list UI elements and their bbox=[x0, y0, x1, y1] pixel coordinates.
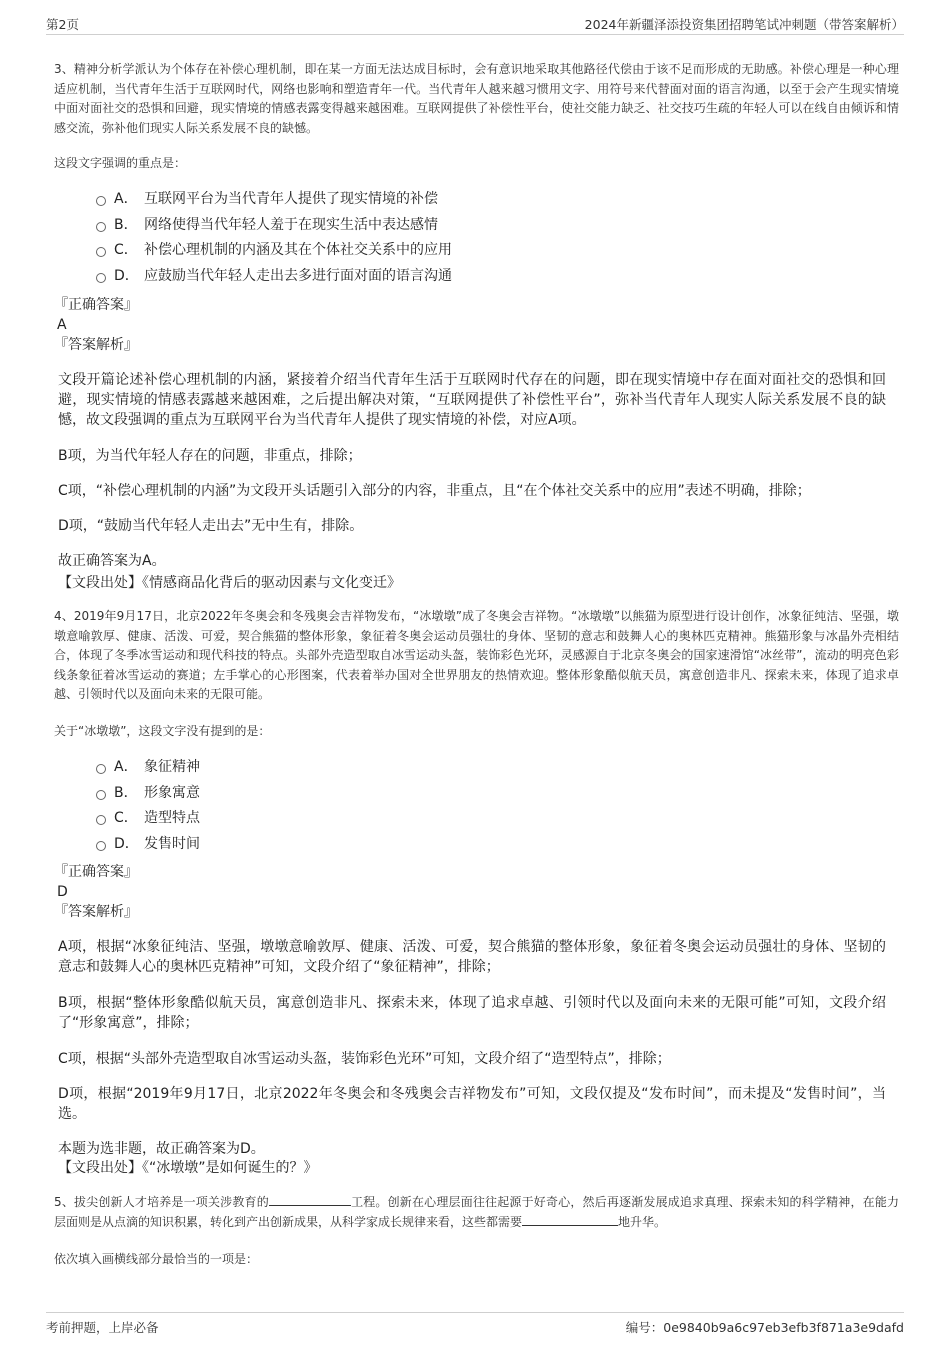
analysis-paragraph: C项，根据“头部外壳造型取自冰雪运动头盔，装饰彩色光环”可知，文段介绍了“造型特点”，排除； bbox=[58, 1051, 671, 1067]
document-code bbox=[626, 1318, 904, 1336]
page-header bbox=[46, 12, 904, 35]
option-letter: C． bbox=[114, 242, 138, 258]
passage-part: 5、拔尖创新人才培养是一项关涉教育的 bbox=[54, 1195, 269, 1209]
question-4-option-b[interactable] bbox=[96, 781, 200, 807]
correct-answer-label: 『正确答案』 bbox=[54, 864, 138, 880]
question-4-option-a[interactable] bbox=[96, 755, 200, 781]
page-footer bbox=[46, 1312, 904, 1335]
option-text: 网络使得当代年轻人羞于在现实生活中表达感情 bbox=[144, 216, 438, 233]
option-text: 象征精神 bbox=[144, 759, 200, 775]
option-text: 互联网平台为当代青年人提供了现实情境的补偿 bbox=[144, 191, 438, 207]
analysis-paragraph: C项，“补偿心理机制的内涵”为文段开头话题引入部分的内容，非重点，且“在个体社交关系中的应用”表述不明确，排除； bbox=[58, 483, 811, 499]
radio-icon[interactable] bbox=[96, 790, 106, 800]
question-4-option-d[interactable] bbox=[96, 832, 200, 858]
option-text: 造型特点 bbox=[144, 810, 200, 826]
analysis-paragraph: D项，“鼓励当代年轻人走出去”无中生有，排除。 bbox=[58, 518, 364, 534]
question-3-passage-block bbox=[54, 60, 899, 138]
option-text: 应鼓励当代年轻人走出去多进行面对面的语言沟通 bbox=[144, 267, 452, 284]
passage-part: 地升华。 bbox=[618, 1214, 667, 1229]
analysis-label: 『答案解析』 bbox=[54, 337, 138, 353]
question-4-prompt: 关于“冰墩墩”，这段文字没有提到的是： bbox=[54, 724, 271, 738]
correct-answer: A bbox=[57, 317, 67, 333]
question-4-options bbox=[96, 755, 200, 857]
radio-icon[interactable] bbox=[96, 273, 106, 283]
analysis-paragraph: 本题为选非题，故正确答案为D。 bbox=[58, 1141, 265, 1157]
analysis-paragraph: D项，根据“2019年9月17日，北京2022年冬奥会和冬残奥会吉祥物发布”可知，文段仅提及“发布时间”，而未提及“发售时间”，当选。 bbox=[58, 1086, 886, 1122]
analysis-paragraph: 故正确答案为A。 bbox=[58, 553, 166, 569]
option-letter: B． bbox=[114, 784, 138, 801]
question-4-answer-block bbox=[54, 862, 899, 922]
question-3-option-c[interactable] bbox=[96, 238, 452, 264]
document-title: 2024年新疆泽添投资集团招聘笔试冲刺题（带答案解析） bbox=[584, 17, 904, 32]
question-3-options bbox=[96, 187, 452, 289]
question-3-answer-block bbox=[54, 295, 899, 355]
question-4-passage-block bbox=[54, 607, 899, 705]
analysis-paragraph: A项，根据“冰象征纯洁、坚强，墩墩意喻敦厚、健康、活泼、可爱，契合熊猫的整体形象，象征着冬奥会运动员强壮的身体、坚韧的意志和鼓舞人心的奥林匹克精神”可知，文段介绍了“象征精神”，排除； bbox=[58, 939, 886, 975]
code-label: 编号： bbox=[625, 1320, 664, 1335]
fill-blank-2 bbox=[522, 1213, 618, 1226]
question-3-option-d[interactable] bbox=[96, 264, 452, 290]
correct-answer-label: 『正确答案』 bbox=[54, 297, 138, 313]
fill-blank-1 bbox=[269, 1193, 351, 1206]
radio-icon[interactable] bbox=[96, 247, 106, 257]
option-letter: D． bbox=[114, 835, 139, 852]
question-3-analysis bbox=[58, 370, 886, 571]
question-5-passage bbox=[54, 1193, 899, 1232]
passage-part: 工程。创新在心理层面往往起源于好奇心，然后再逐渐发展成追求真理、探索未知的科学精神，在能力层面则是从点滴的知识积累，转化到产出创新成果，从科学家成长规律来看，这些都需要 bbox=[54, 1195, 899, 1229]
analysis-label: 『答案解析』 bbox=[54, 904, 138, 920]
option-letter: A． bbox=[114, 759, 138, 775]
radio-icon[interactable] bbox=[96, 222, 106, 232]
question-4-source: 【文段出处】《“冰墩墩”是如何诞生的？》 bbox=[58, 1160, 318, 1176]
correct-answer: D bbox=[57, 884, 68, 900]
code-value: 0e9840b9a6c97eb3efb3f871a3e9dafd bbox=[663, 1320, 904, 1335]
analysis-paragraph: 文段开篇论述补偿心理机制的内涵，紧接着介绍当代青年生活于互联网时代存在的问题，即在现实情境中存在面对面社交的恐惧和回避，现实情境的情感表露越来越困难，之后提出解决对策，“互联网提供了补偿性平台”，弥补当代青年人现实人际关系发展不良的缺憾，故文段强调的重点为互联网平台为当代青年人提供了现实情境的补偿，对应A项。 bbox=[58, 372, 886, 428]
question-3-source-block bbox=[58, 573, 903, 593]
page-number: 第2页 bbox=[46, 17, 79, 32]
question-3-option-b[interactable] bbox=[96, 213, 452, 239]
option-letter: D． bbox=[114, 267, 139, 284]
radio-icon[interactable] bbox=[96, 815, 106, 825]
question-4-passage: 4、2019年9月17日，北京2022年冬奥会和冬残奥会吉祥物发布，“冰墩墩”成了冬奥会吉祥物。“冰墩墩”以熊猫为原型进行设计创作，冰象征纯洁、坚强，墩墩意喻敦厚、健康、活泼、可爱，契合熊猫的整体形象，象征着冬奥会运动员强壮的身体、坚韧的意志和鼓舞人心的奥林匹克精神。熊猫形象与冰晶外壳相结合，体现了冬季冰雪运动和现代科技的特点。头部外壳造型取自冰雪运动头盔，装饰彩色光环，灵感源自于北京冬奥会的国家速滑馆“冰丝带”，流动的明亮色彩线条象征着冰雪运动的赛道；左手掌心的心形图案，代表着举办国对全世界朋友的热情欢迎。整体形象酷似航天员，寓意创造非凡、探索未来，体现了追求卓越、引领时代以及面向未来的无限可能。 bbox=[54, 609, 899, 701]
question-5-prompt: 依次填入画横线部分最恰当的一项是： bbox=[54, 1252, 259, 1266]
question-3-prompt-block bbox=[54, 154, 899, 172]
radio-icon[interactable] bbox=[96, 196, 106, 206]
radio-icon[interactable] bbox=[96, 764, 106, 774]
option-letter: B． bbox=[114, 216, 138, 233]
radio-icon[interactable] bbox=[96, 841, 106, 851]
option-text: 发售时间 bbox=[144, 835, 200, 852]
question-3-option-a[interactable] bbox=[96, 187, 452, 213]
question-5-prompt-block bbox=[54, 1250, 899, 1268]
option-text: 补偿心理机制的内涵及其在个体社交关系中的应用 bbox=[144, 242, 452, 258]
question-3-prompt: 这段文字强调的重点是： bbox=[54, 156, 187, 170]
analysis-paragraph: B项，为当代年轻人存在的问题，非重点，排除； bbox=[58, 448, 362, 464]
option-letter: C． bbox=[114, 810, 138, 826]
question-4-source-block bbox=[58, 1158, 903, 1178]
analysis-paragraph: B项，根据“整体形象酷似航天员，寓意创造非凡、探索未来，体现了追求卓越、引领时代以及面向未来的无限可能”可知，文段介绍了“形象寓意”，排除； bbox=[58, 995, 886, 1031]
option-letter: A． bbox=[114, 191, 138, 207]
question-4-analysis bbox=[58, 937, 886, 1159]
question-3-passage: 3、精神分析学派认为个体存在补偿心理机制，即在某一方面无法达成目标时，会有意识地采取其他路径代偿由于该不足而形成的无助感。补偿心理是一种心理适应机制，当代青年生活于互联网时代，网络也影响和塑造青年一代。当代青年人越来越习惯用文字、用符号来代替面对面的语言沟通，以至于会产生现实情境中面对面社交的恐惧和回避，现实情境的情感表露变得越来越困难。互联网提供了补偿性平台，使社交能力缺乏、社交技巧生疏的年轻人可以在线自由倾诉和情感交流，弥补他们现实人际关系发展不良的缺憾。 bbox=[54, 62, 899, 135]
question-4-option-c[interactable] bbox=[96, 806, 200, 832]
question-5-passage-block bbox=[54, 1193, 899, 1232]
footer-slogan: 考前押题，上岸必备 bbox=[46, 1320, 159, 1335]
question-3-source: 【文段出处】《情感商品化背后的驱动因素与文化变迁》 bbox=[58, 575, 401, 591]
question-4-prompt-block bbox=[54, 722, 899, 740]
option-text: 形象寓意 bbox=[144, 784, 200, 801]
